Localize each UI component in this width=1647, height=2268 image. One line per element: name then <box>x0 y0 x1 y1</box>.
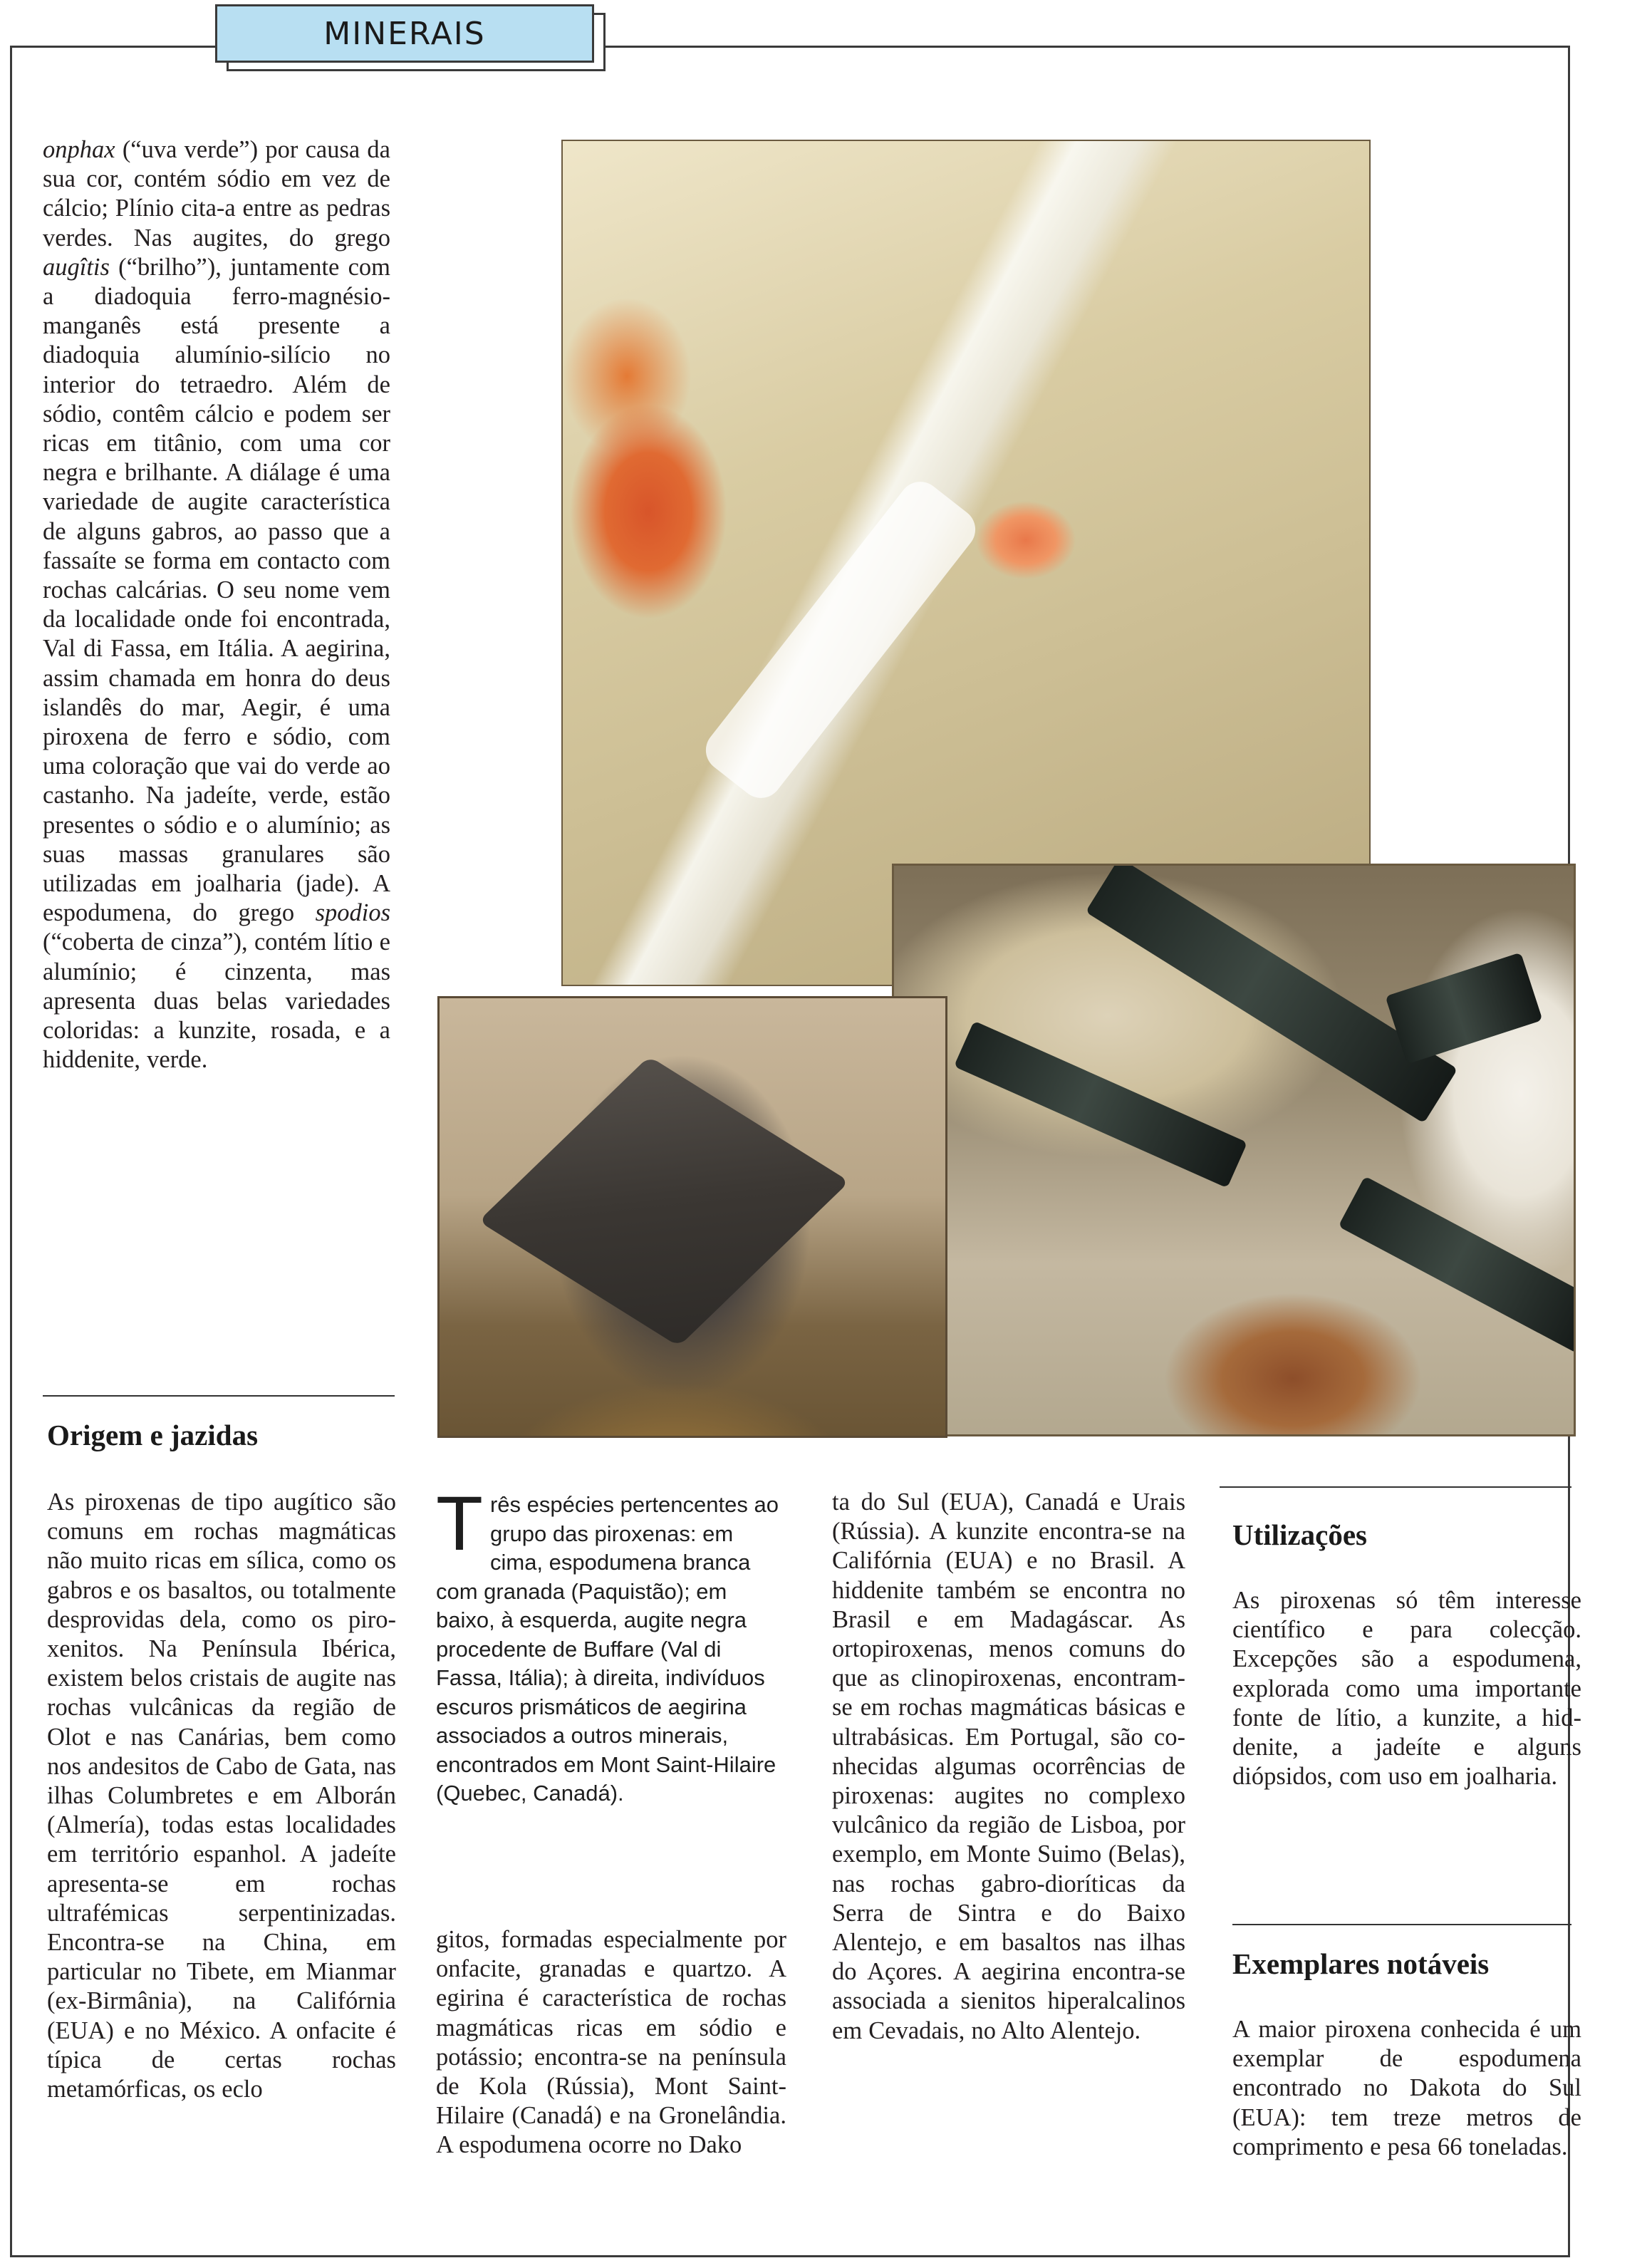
photo-spodumene-garnet <box>561 140 1371 986</box>
origem-column-3 <box>832 1488 1185 2046</box>
utilizacoes-rule <box>1220 1486 1571 1488</box>
caption-dropcap: T <box>436 1480 483 1566</box>
intro-text-column <box>43 135 390 1075</box>
photo-augite <box>437 996 947 1438</box>
section-header: MINERAIS <box>215 4 594 63</box>
origem-paragraph-2: gitos, formadas especialmente por onfacite, granadas e quartzo. A egirina é característica de rochas magmáticas ricas em sódio e potássio; encontra-se na península de Kola (Rússia), Mont Saint-Hilaire (Canadá) e na Gronelândia. A espodumena ocorre no Dako <box>436 1926 786 2159</box>
exemplares-heading: Exemplares notáveis <box>1232 1947 1490 1980</box>
origem-column-1 <box>47 1488 396 2104</box>
origem-rule <box>43 1395 395 1397</box>
origem-column-2 <box>436 1925 786 2160</box>
photo-caption <box>436 1480 785 1808</box>
origem-paragraph-1: As piroxenas de tipo augítico são comuns em rochas magmáticas não muito ricas em sílica, como os gabros e os basaltos, ou totalmente desprovidas dela, como os piroxenitos. Na Península Ibérica, existem belos cristais de augite nas rochas vulcânicas da região de Olot e nas Canárias, bem como nos andesitos de Cabo de Gata, nas ilhas Columbretes e em Alborán (Almería), todas estas localidades em território espanhol. A jadeíte apresenta-se em rochas ultrafémicas serpentinizadas. Encontra-se na China, em particular no Tibete, em Mianmar (ex-Birmânia), na Califórnia (EUA) e no México. A onfacite é típica de certas rochas metamórficas, os eclo <box>47 1488 396 2103</box>
origem-heading: Origem e jazidas <box>47 1419 259 1451</box>
utilizacoes-text: As piroxenas só têm interesse científico e para colecção. Excepções são a espodumena, explorada como uma importante fonte de lítio, a kunzite, a hiddenite, a jadeíte e alguns diópsidos, com uso em joalharia. <box>1232 1587 1581 1791</box>
exemplares-text: A maior piroxena conhecida é um exemplar de espodumena encontrado no Dakota do Sul (EUA): tem treze metros de comprimento e pesa 66 toneladas. <box>1232 2016 1581 2160</box>
utilizacoes-heading: Utilizações <box>1232 1518 1367 1551</box>
exemplares-rule <box>1232 1924 1571 1925</box>
origem-paragraph-3: ta do Sul (EUA), Canadá e Urais (Rússia). A kunzite encontra-se na Califórnia (EUA) e no Brasil. A hiddenite também se encontra no Brasil e em Madagáscar. As ortopiroxenas, menos comuns do que as clinopiroxenas, encontram-se em rochas magmáticas básicas e ultrabásicas. Em Portugal, são conhecidas algumas ocorrências de piroxenas: augites no complexo vulcânico da região de Lisboa, por exemplo, em Monte Suimo (Belas), nas rochas gabro-dioríticas da Serra de Sintra e do Baixo Alentejo, e em basaltos nas ilhas do Açores. A aegirina encontra-se associada a sienitos hiperalcalinos em Cevadais, no Alto Alentejo. <box>832 1488 1185 2044</box>
photo-aegirine <box>892 864 1576 1436</box>
caption-text: rês espécies pertencentes ao grupo das piroxenas: em cima, espodumena branca com granada (Paquistão); em baixo, à esquerda, augite negra procedente de Buffare (Val di Fassa, Itália); à direita, indivíduos escuros prismáticos de aegirina associados a outros minerais, encontrados em Mont Saint-Hilaire (Quebec, Canadá). <box>436 1492 779 1806</box>
intro-paragraph: onphax (“uva verde”) por causa da sua cor, contém sódio em vez de cálcio; Plínio cita-a entre as pedras verdes. Nas augites, do grego augîtis (“brilho”), juntamente com a diadoquia ferro-magnésio-manganês está presente a diadoquia alumínio-silício no interior do tetraedro. Além de sódio, contêm cálcio e podem ser ricas em titânio, com uma cor negra e brilhante. A diálage é uma variedade de augite característica de alguns gabros, ao passo que a fassaíte se forma em contacto com rochas calcárias. O seu nome vem da localidade onde foi encontrada, Val di Fassa, em Itália. A aegirina, assim chamada em honra do deus islandês do mar, Aegir, é uma piroxena de ferro e sódio, com uma coloração que vai do verde ao castanho. Na jadeíte, verde, estão presentes o sódio e o alumínio; as suas massas granulares são utilizadas em joalharia (jade). A espodumena, do grego spodios (“coberta de cinza”), contém lítio e alumínio; é cinzenta, mas apresenta duas belas variedades coloridas: a kunzite, rosada, e a hiddenite, verde. <box>43 136 390 1074</box>
